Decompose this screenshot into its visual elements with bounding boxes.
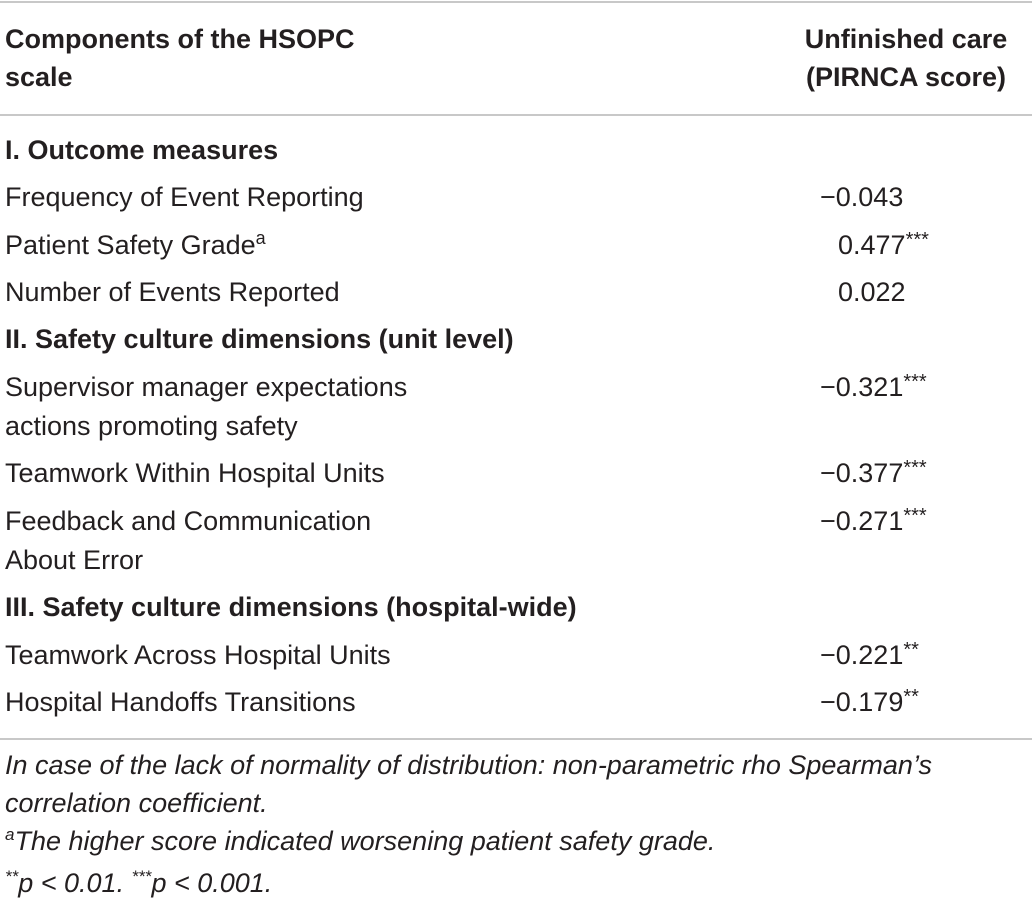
row-value [838, 226, 929, 268]
row-value-number: 0.022 [838, 277, 906, 307]
column-header-components [5, 20, 355, 96]
footnote-a-marker: a [5, 825, 15, 844]
row-label-line2: About Error [5, 545, 144, 575]
row-value [820, 502, 927, 544]
section-title: II. Safety culture dimensions (unit level) [5, 324, 514, 354]
column-header-components-line1: Components of the HSOPC [5, 24, 355, 54]
row-value-number: −0.043 [820, 182, 904, 212]
row-value [820, 636, 919, 678]
footnote-p-001: p < 0.01. [18, 868, 132, 898]
row-label [5, 226, 625, 268]
table-footnotes [5, 746, 1029, 906]
footnote-method-line2: correlation coefficient. [5, 788, 268, 818]
column-header-components-line2: scale [5, 62, 73, 92]
significance-stars: *** [903, 371, 927, 393]
significance-stars: ** [903, 686, 919, 708]
significance-stars: *** [905, 229, 929, 251]
column-header-unfinished-line1: Unfinished care [804, 24, 1008, 54]
footnote-significance [5, 864, 1029, 906]
row-label: Teamwork Across Hospital Units [5, 640, 391, 670]
row-value-number: −0.221 [820, 640, 904, 670]
row-label [5, 502, 625, 580]
row-value-number: −0.377 [820, 458, 904, 488]
row-label-line1: Feedback and Communication [5, 506, 372, 536]
row-label: Hospital Handoffs Transitions [5, 687, 356, 717]
row-value-number: −0.179 [820, 687, 904, 717]
significance-stars: *** [903, 457, 927, 479]
footnote-a-text: The higher score indicated worsening patient safety grade. [14, 826, 716, 856]
section-title: I. Outcome measures [5, 135, 279, 165]
row-label-line1: Supervisor manager expectations [5, 372, 408, 402]
footnote-method-line1: In case of the lack of normality of distribution: non-parametric rho Spearman’s [5, 750, 932, 780]
footnote-stars-2: ** [5, 867, 19, 886]
footnote-marker-a: a [255, 228, 266, 248]
table-top-rule [0, 1, 1032, 3]
row-label: Teamwork Within Hospital Units [5, 458, 385, 488]
footnote-p-0001: p < 0.001. [151, 868, 273, 898]
table-header-rule [0, 114, 1032, 116]
row-value [820, 683, 919, 725]
row-label: Number of Events Reported [5, 277, 340, 307]
row-label: Frequency of Event Reporting [5, 182, 364, 212]
row-value [820, 178, 903, 217]
row-label [5, 368, 625, 446]
column-header-unfinished-care [786, 20, 1026, 96]
column-header-unfinished-line2: (PIRNCA score) [805, 62, 1007, 92]
significance-stars: *** [903, 505, 927, 527]
row-value [838, 273, 906, 312]
row-value-number: −0.321 [820, 372, 904, 402]
table-bottom-rule [0, 738, 1032, 740]
row-value-number: −0.271 [820, 506, 904, 536]
row-label-line2: actions promoting safety [5, 411, 298, 441]
footnote-a [5, 822, 1029, 864]
section-title: III. Safety culture dimensions (hospital-wide) [5, 592, 577, 622]
row-value-number: 0.477 [838, 230, 906, 260]
row-value [820, 454, 927, 496]
row-value [820, 368, 927, 410]
significance-stars: ** [903, 639, 919, 661]
footnote-stars-3: *** [131, 867, 152, 886]
row-label-text: Patient Safety Grade [5, 230, 256, 260]
